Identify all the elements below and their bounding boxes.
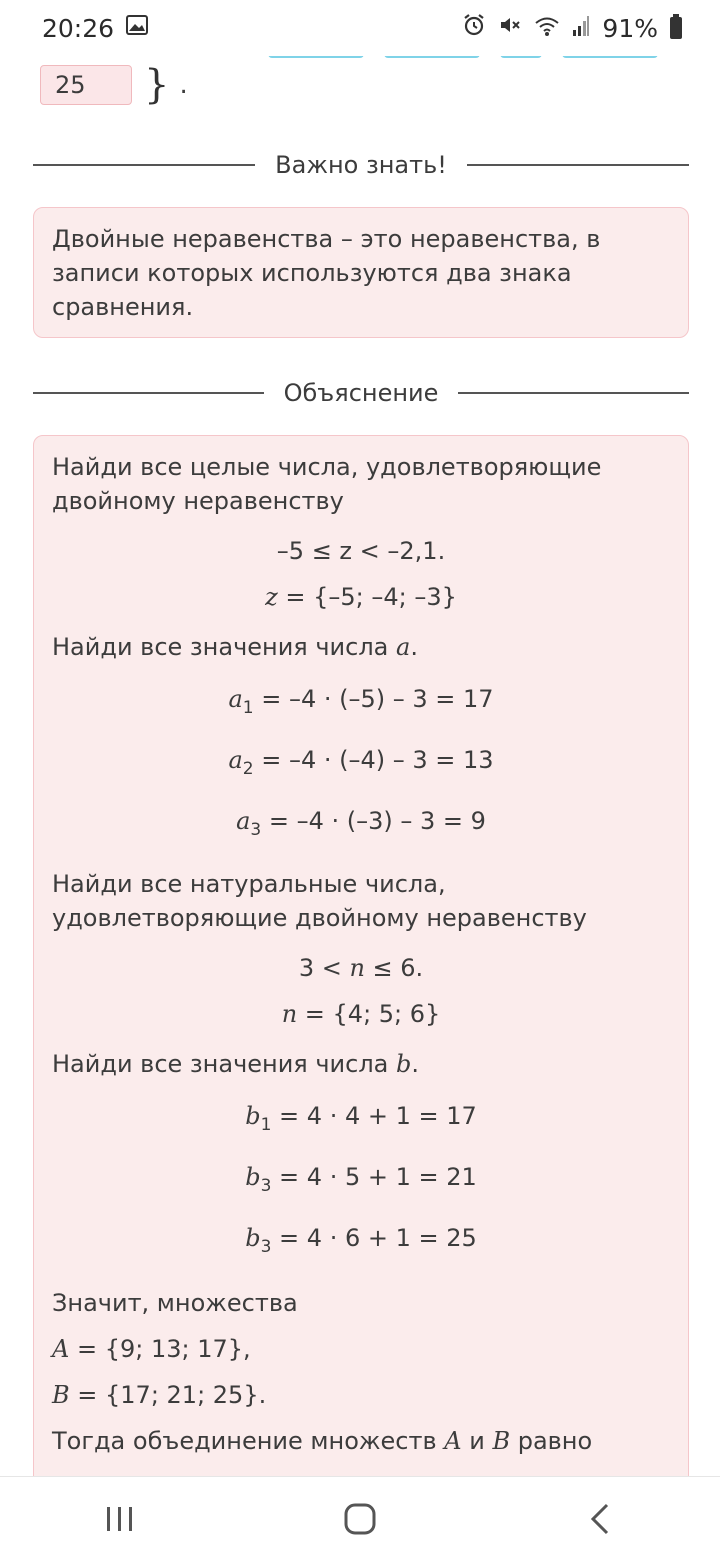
closing-brace: }	[144, 62, 170, 108]
set-z: z = {–5; –4; –3}	[265, 583, 457, 611]
divider-line	[33, 392, 264, 394]
recent-apps-button[interactable]	[80, 1489, 160, 1549]
important-heading: Важно знать!	[275, 151, 447, 179]
divider-line	[33, 164, 255, 166]
alarm-icon	[462, 13, 486, 43]
home-icon	[344, 1503, 376, 1535]
inequality-z: –5 ≤ z < –2,1.	[276, 537, 446, 565]
intro-naturals: Найди все натуральные числа, удовлетворяющие двойному неравенству	[52, 870, 587, 932]
explanation-divider	[33, 378, 689, 408]
a-line: $a_3 = -4 \cdot (-3) - 3 = 9$	[236, 807, 486, 840]
b-line: $b_3 = 4 \cdot 6 + 1 = 25$	[245, 1224, 477, 1257]
important-card	[33, 207, 689, 338]
important-text: Двойные неравенства – это неравенства, в записи которых используются два знака сравнения.	[52, 225, 601, 321]
recent-apps-icon	[105, 1505, 135, 1533]
inequality-n: 3 < n ≤ 6.	[298, 954, 424, 982]
important-divider	[33, 150, 689, 180]
divider-line	[467, 164, 689, 166]
status-bar	[0, 0, 720, 56]
battery-percent: 91%	[602, 13, 658, 43]
home-button[interactable]	[320, 1489, 400, 1549]
b-line: $b_1 = 4 \cdot 4 + 1 = 17$	[245, 1102, 477, 1135]
union-text: Тогда объединение множеств A и B равно	[52, 1427, 593, 1455]
signal-icon	[572, 14, 590, 43]
so-sets: Значит, множества	[52, 1289, 298, 1317]
back-button[interactable]	[560, 1489, 640, 1549]
answer-input[interactable]: 25	[40, 65, 132, 105]
b-line: $b_3 = 4 \cdot 5 + 1 = 21$	[245, 1163, 477, 1196]
explanation-heading: Объяснение	[283, 379, 439, 407]
find-b: Найди все значения числа b.	[52, 1050, 420, 1078]
intro-integers: Найди все целые числа, удовлетворяющие двойному неравенству	[52, 453, 602, 515]
set-B: B = {17; 21; 25}.	[52, 1381, 267, 1409]
image-icon	[126, 15, 148, 41]
divider-line	[458, 392, 689, 394]
period: .	[179, 70, 188, 100]
navigation-bar	[0, 1476, 720, 1560]
set-A: A = {9; 13; 17},	[52, 1335, 251, 1363]
explanation-card	[33, 435, 689, 1495]
back-icon	[590, 1503, 610, 1535]
battery-icon	[670, 17, 682, 39]
wifi-icon	[534, 14, 560, 43]
set-n: n = {4; 5; 6}	[281, 1000, 441, 1028]
a-line: $a_2 = -4 \cdot (-4) - 3 = 13$	[228, 746, 494, 779]
find-a: Найди все значения числа a.	[52, 633, 418, 661]
answer-row	[40, 62, 188, 108]
clock: 20:26	[42, 13, 115, 43]
a-line: $a_1 = -4 \cdot (-5) - 3 = 17$	[228, 685, 494, 718]
mute-icon	[498, 13, 522, 43]
